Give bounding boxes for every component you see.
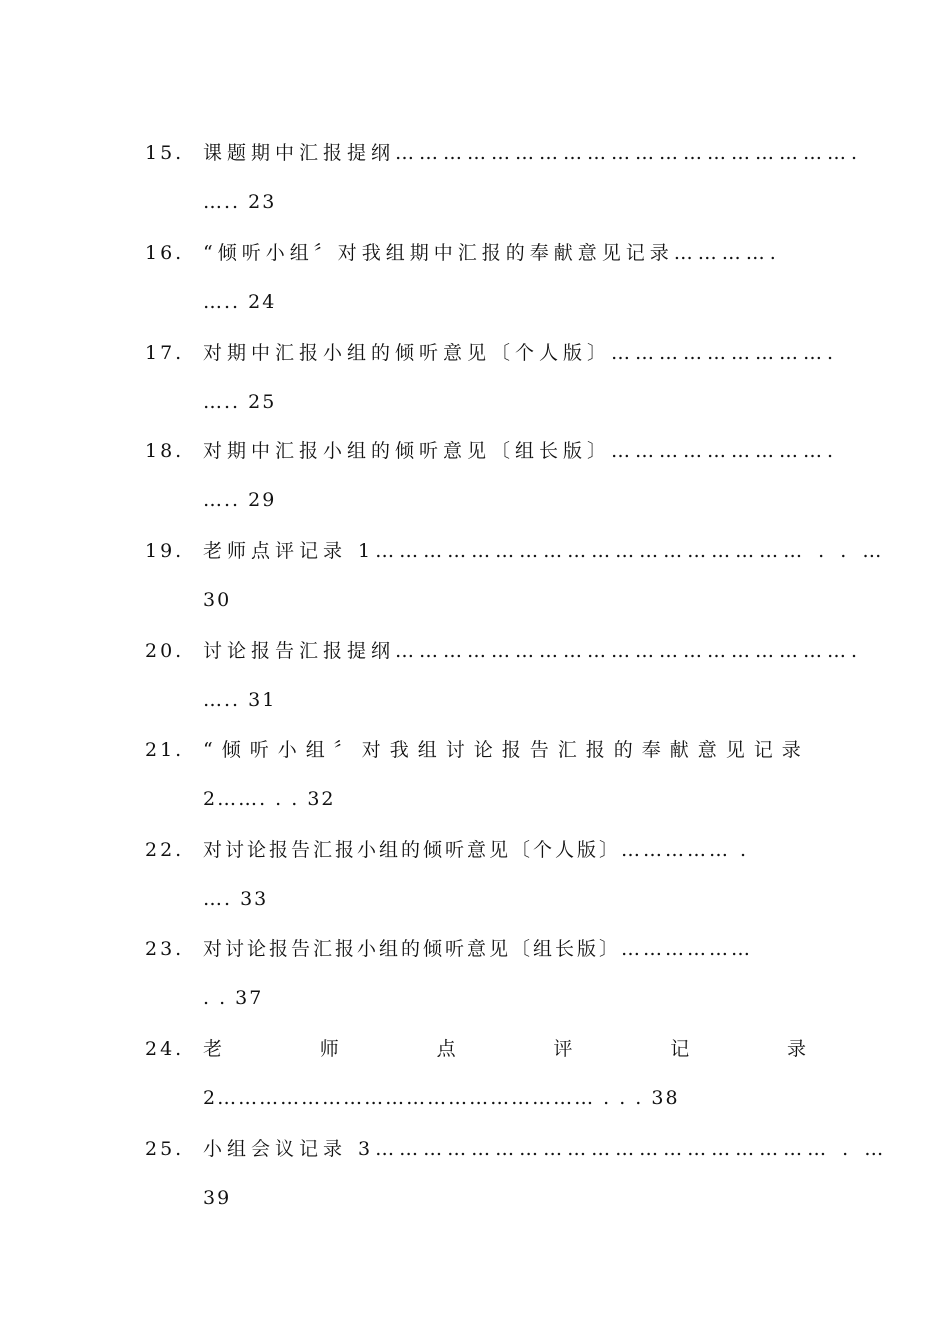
entry-title-char: 点 xyxy=(436,1038,456,1060)
entry-title: “倾听小组〞对我组期中汇报的奉献意见记录…………. xyxy=(203,242,781,264)
toc-entry-20[interactable] xyxy=(0,638,950,738)
entry-title: 对期中汇报小组的倾听意见〔组长版〕………………………. xyxy=(203,440,839,462)
toc-entry-21[interactable] xyxy=(0,737,950,837)
entry-number: 15. xyxy=(145,142,185,164)
entry-number: 19. xyxy=(145,540,185,562)
entry-number: 21. xyxy=(145,739,185,761)
entry-number: 25. xyxy=(145,1138,185,1160)
entry-page: ….. 29 xyxy=(203,489,277,511)
entry-title: 讨论报告汇报提纲…………………………………………………. xyxy=(203,640,863,662)
entry-page: 30 xyxy=(203,589,232,611)
entry-title-char: 评 xyxy=(553,1038,573,1060)
entry-page: ….. 25 xyxy=(203,391,277,413)
entry-title: 课题期中汇报提纲…………………………………………………. xyxy=(203,142,863,164)
toc-entry-23[interactable] xyxy=(0,936,950,1036)
entry-number: 23. xyxy=(145,938,185,960)
entry-title: 对讨论报告汇报小组的倾听意见〔组长版〕……………… xyxy=(203,938,754,960)
toc-entry-25[interactable] xyxy=(0,1136,950,1236)
entry-page: ….. 24 xyxy=(203,291,277,313)
toc-entry-15[interactable] xyxy=(0,140,950,240)
entry-title: 老师点评记录 1……………………………………………… . . … xyxy=(203,540,887,562)
entry-page: 2……………………………………………… . . . 38 xyxy=(203,1087,680,1109)
entry-number: 22. xyxy=(145,839,185,861)
entry-number: 16. xyxy=(145,242,185,264)
entry-title-char: 师 xyxy=(319,1038,339,1060)
entry-page: ….. 23 xyxy=(203,191,277,213)
entry-title xyxy=(203,1036,806,1062)
toc-entry-24[interactable] xyxy=(0,1036,950,1136)
entry-title: 对讨论报告汇报小组的倾听意见〔个人版〕…………… . xyxy=(203,839,750,861)
entry-page: . . 37 xyxy=(203,987,264,1009)
entry-page: …. 33 xyxy=(203,888,269,910)
toc-entry-19[interactable] xyxy=(0,538,950,638)
toc-entry-16[interactable] xyxy=(0,240,950,340)
entry-title: 对期中汇报小组的倾听意见〔个人版〕………………………. xyxy=(203,342,839,364)
entry-title: 小组会议记录 3………………………………………………… . … xyxy=(203,1138,889,1160)
entry-number: 18. xyxy=(145,440,185,462)
entry-title-char: 录 xyxy=(786,1038,806,1060)
entry-title: “倾听小组〞对我组讨论报告汇报的奉献意见记录 xyxy=(203,739,810,761)
entry-number: 20. xyxy=(145,640,185,662)
entry-number: 17. xyxy=(145,342,185,364)
toc-entry-17[interactable] xyxy=(0,340,950,440)
toc-entry-18[interactable] xyxy=(0,438,950,538)
entry-title-char: 老 xyxy=(203,1038,223,1060)
entry-number: 24. xyxy=(145,1038,185,1060)
entry-page: ….. 31 xyxy=(203,689,277,711)
entry-page: 39 xyxy=(203,1187,232,1209)
entry-title-char: 记 xyxy=(670,1038,690,1060)
toc-entry-22[interactable] xyxy=(0,837,950,937)
entry-page: 2……. . . 32 xyxy=(203,788,336,810)
